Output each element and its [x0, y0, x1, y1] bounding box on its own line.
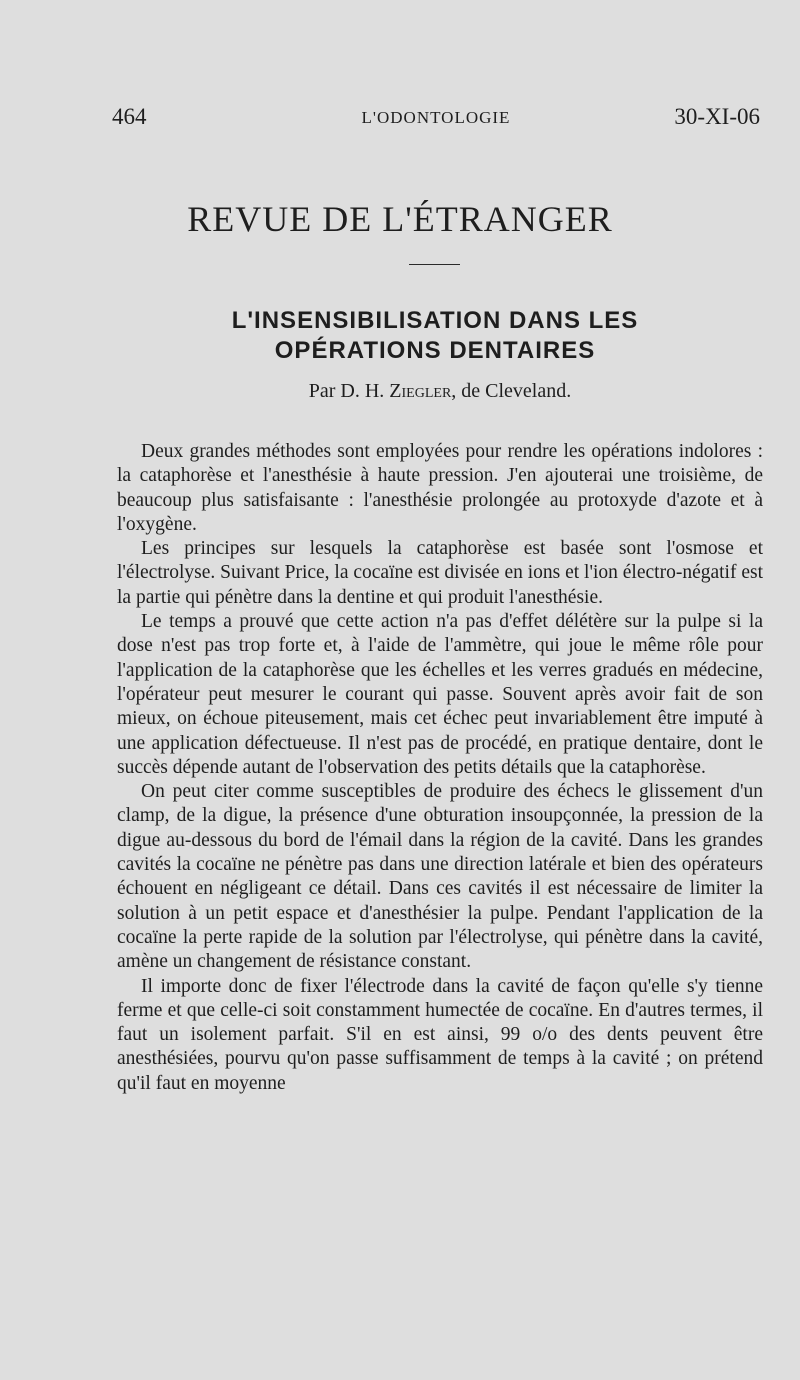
paragraph: Les principes sur lesquels la cataphorèse est basée sont l'osmose et l'électrolyse. Suivant Price, la cocaïne est divisée en ions et l'ion électro-négatif est la partie qui pénètre dans la dentine et qui produit l'anesthésie. — [117, 538, 763, 608]
article-body — [117, 440, 763, 1096]
byline — [0, 380, 800, 403]
running-header — [112, 104, 760, 136]
paragraph: Le temps a prouvé que cette action n'a pas d'effet délétère sur la pulpe si la dose n'est pas trop forte et, à l'aide de l'ammètre, qui joue le même rôle pour l'application de la cataphorèse que les échelles et les verres gradués en médecine, l'opérateur peut mesurer le courant qui passe. Souvent après avoir fait de son mieux, on échoue piteusement, mais cet échec peut invariablement être imputé à une application défectueuse. Il n'est pas de procédé, en pratique dentaire, dont le succès dépende autant de l'observation des petits détails que la cataphorèse. — [117, 611, 763, 778]
section-title: REVUE DE L'ÉTRANGER — [187, 199, 613, 239]
page-number: 464 — [112, 104, 147, 129]
article-title — [0, 306, 800, 366]
title-divider — [409, 264, 460, 265]
paragraph: Il importe donc de fixer l'électrode dans la cavité de façon qu'elle s'y tienne ferme et que celle-ci soit constamment humectée de cocaïne. En d'autres termes, il faut un isolement parfait. S'il en est ainsi, 99 o/o des dents peuvent être anesthésiées, pourvu qu'on passe suffisamment de temps à la cavité ; on prétend qu'il faut en moyenne — [117, 975, 763, 1094]
article-title-line-2: OPÉRATIONS DENTAIRES — [274, 337, 596, 364]
journal-title: L'ODONTOLOGIE — [361, 108, 511, 127]
paragraph: Deux grandes méthodes sont employées pour rendre les opérations indolores : la cataphorèse et l'anesthésie à haute pression. J'en ajouterai une troisième, de beaucoup plus satisfaisante : l'anesthésie prolongée au protoxyde d'azote et à l'oxygène. — [117, 441, 763, 535]
issue-date: 30-XI-06 — [674, 104, 760, 129]
paragraph: On peut citer comme susceptibles de produire des échecs le glissement d'un clamp, de la digue, la présence d'une obturation insoupçonnée, la pression de la digue au-dessous du bord de l'émail dans la région de la cavité. Dans les grandes cavités la cocaïne ne pénètre pas dans une direction latérale et bien des opérateurs échouent en négligeant ce détail. Dans ces cavités il est nécessaire de limiter la solution à un petit espace et d'anesthésier la pulpe. Pendant l'application de la cocaïne la perte rapide de la solution par l'électrolyse, qui pénètre dans la cavité, amène un changement de résistance constant. — [117, 781, 763, 973]
byline-prefix: Par D. H. — [308, 380, 390, 402]
byline-author: Ziegler — [389, 380, 452, 402]
byline-suffix: , de Cleveland. — [451, 380, 572, 402]
article-title-line-1: L'INSENSIBILISATION DANS LES — [231, 307, 639, 334]
